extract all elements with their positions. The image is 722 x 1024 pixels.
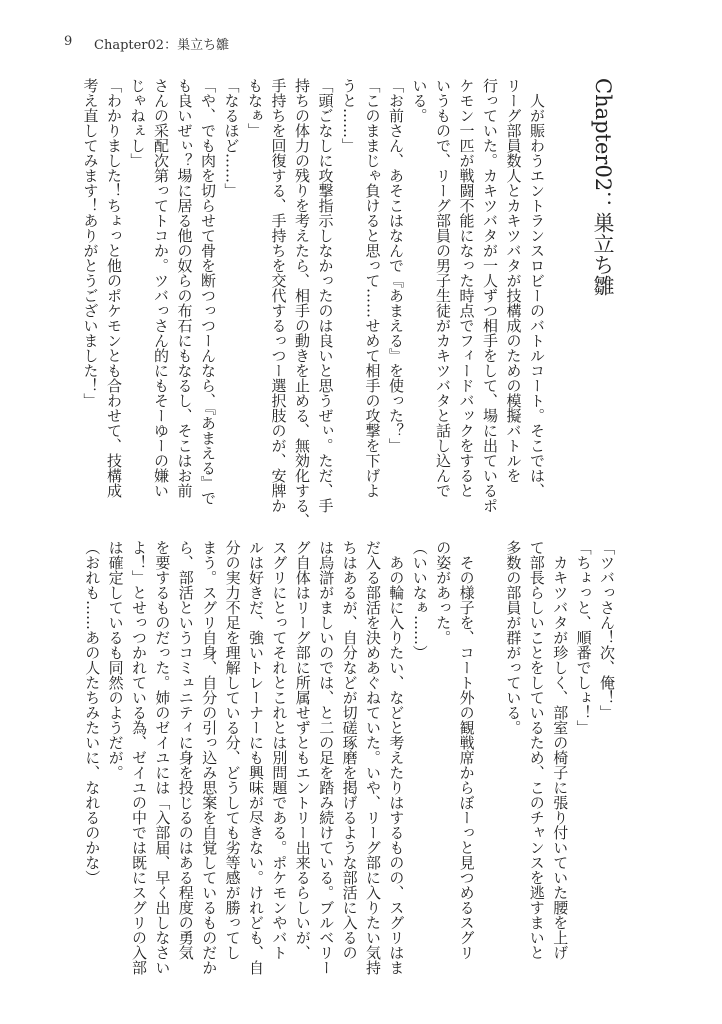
text-line: は烏滸がましいのでは、と二の足を踏み続けている。ブルベリー — [317, 540, 336, 975]
text-line: グ自体はリーグ部に所属せずともエントリー出来るらしいが、 — [293, 540, 312, 960]
text-line: は確定しているも同然のようだが。 — [106, 540, 125, 780]
text-line: 多数の部員が群がっている。 — [504, 540, 523, 735]
text-line: も良いぜぃ？場に居る他の奴らの布石にもなるし、そこはお前 — [175, 78, 194, 498]
text-line: よ！」とせっつかれている為、ゼイユの中では既にスグリの入部 — [130, 540, 148, 975]
chapter-title: Chapter02：巣立ち雛 — [591, 78, 615, 297]
text-line: 持ちの体力の残りを考えたら、相手の動きを止める、無効化する、 — [293, 78, 311, 528]
text-line: ちはあるが、自分などが切磋琢磨を掲げるような部活に入るの — [340, 540, 359, 960]
text-line: うと……」 — [340, 78, 358, 153]
text-line: じゃねぇし」 — [128, 78, 147, 168]
text-line: 人が賑わうエントランスロビーのバトルコート。そこでは、 — [528, 78, 546, 498]
text-line: 行っていた。カキツバタが一人ずつ相手をして、場に出ているポ — [481, 78, 499, 513]
running-title: Chapter02：巣立ち雛 — [94, 38, 230, 53]
text-line: の姿があった。 — [434, 540, 453, 645]
text-line: （おれも……あの人たちみたいに、なれるのかな） — [83, 540, 102, 885]
text-line: もなぁ」 — [246, 78, 264, 138]
text-line: 「わかりました！ちょっと他のポケモンとも合わせて、技構成 — [105, 78, 123, 498]
page-number: 9 — [64, 34, 73, 49]
text-line: 「このままじゃ負けると思って……せめて相手の攻撃を下げよ — [363, 78, 382, 498]
text-line: ら、部活というコミュニティに身を投じるのはある程度の勇気 — [176, 540, 195, 960]
text-line: いる。 — [410, 78, 429, 123]
text-line: 「ツバっさん！次、俺！」 — [598, 540, 616, 720]
text-line: 「や、でも肉を切らせて骨を断つっつーんなら、『あまえる』で — [199, 78, 217, 506]
text-line: スグリにとってそれとこれとは別問題である。ポケモンやバト — [270, 540, 289, 960]
text-line: いうもので、リーグ部員の男子生徒がカキツバタと話し込んで — [434, 78, 452, 498]
text-line: だ入る部活を決めあぐねていた。いや、リーグ部に入りたい気持 — [364, 540, 382, 975]
text-line: 分の実力不足を理解している分、どうしても劣等感が勝ってし — [223, 540, 242, 960]
text-line: リーグ部員数人とカキツバタが技構成のための模擬バトルを — [504, 78, 523, 483]
text-line: （いいなぁ……） — [410, 540, 429, 660]
text-line: 「なるほど……」 — [222, 78, 241, 198]
text-line: て部長らしいことをしているため、このチャンスを逃すまいと — [527, 540, 546, 960]
text-line: あの輪に入りたい、などと考えたりはするものの、スグリはま — [387, 540, 406, 975]
text-line: 「ちょっと、順番でしょ！」 — [574, 540, 593, 735]
text-line: 「頭ごなしに攻撃指示しなかったのは良いと思うぜぃ。ただ、手 — [316, 78, 335, 513]
text-line: ケモン一匹が戦闘不能になった時点でフィードバックをすると — [457, 78, 476, 498]
text-line: 考え直してみます！ありがとうございました！」 — [81, 78, 100, 408]
text-line: 手持ちを回復する、手持ちを交代するっつー選択肢のが、安牌か — [269, 78, 288, 513]
text-line: さんの采配次第ってトコか。ツバっさん的にもそーゆーの嫌い — [152, 78, 170, 498]
text-line: 「お前さん、あそこはなんで『あまえる』を使った？」 — [387, 78, 405, 453]
text-line: カキツバタが珍しく、部室の椅子に張り付いていた腰を上げ — [551, 540, 570, 960]
text-line: まう。スグリ自身、自分の引っ込み思案を自覚しているものだか — [200, 540, 219, 975]
text-line: ルは好きだ、強いトレーナーにも興味が尽きない。けれども、自 — [247, 540, 265, 975]
text-line: を要するものだった。姉のゼイユには「入部届、早く出しなさい — [153, 540, 172, 975]
text-line: その様子を、コート外の観戦席からぼーっと見つめるスグリ — [457, 540, 476, 960]
